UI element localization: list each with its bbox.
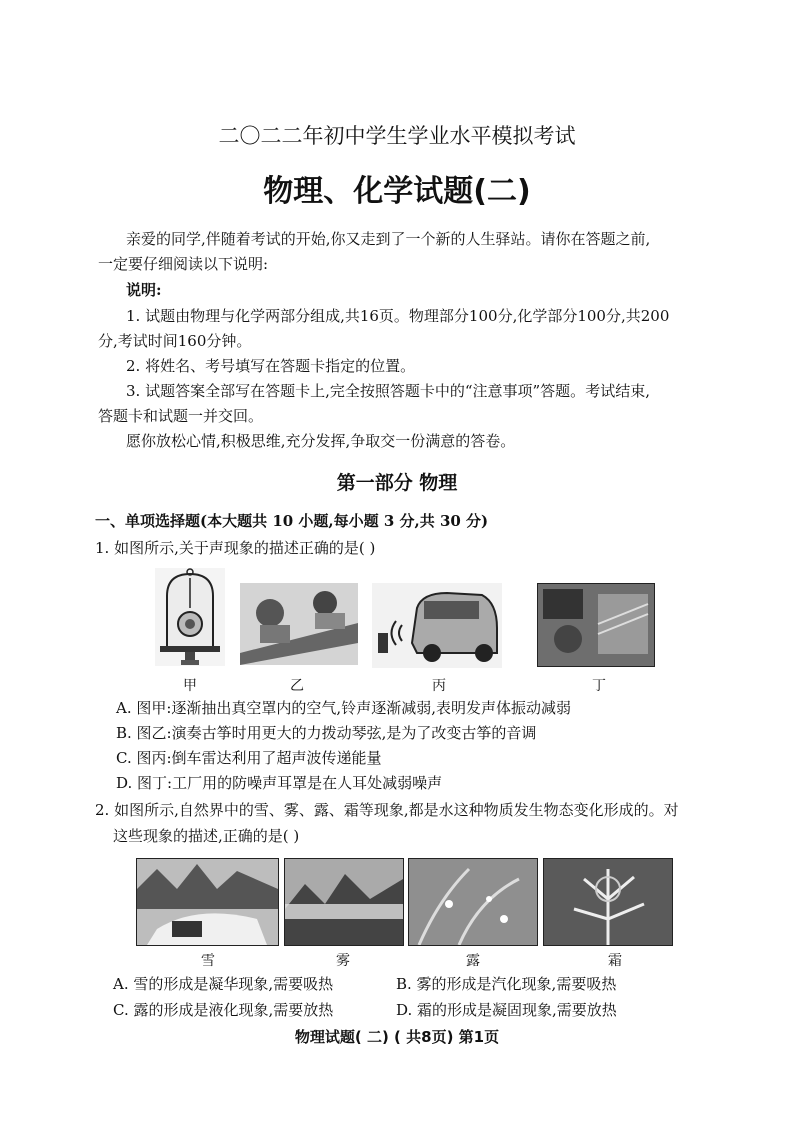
q2-caption-frost: 霜 <box>608 953 622 969</box>
exam-title: 二〇二二年初中学生学业水平模拟考试 <box>218 124 576 148</box>
q1-caption-bing: 丙 <box>432 678 446 694</box>
q2-stem-line-2: 这些现象的描述,正确的是( ) <box>113 827 300 845</box>
note-3-line-2: 答题卡和试题一并交回。 <box>98 407 264 425</box>
part-title: 第一部分 物理 <box>336 472 458 494</box>
q2-caption-snow: 雪 <box>201 953 215 969</box>
q1-factory-earmuff-image <box>537 583 655 667</box>
q1-guzheng-image <box>240 583 358 665</box>
note-1-line-2: 分,考试时间160分钟。 <box>98 332 252 350</box>
q1-option-a: A. 图甲:逐渐抽出真空罩内的空气,铃声逐渐减弱,表明发声体振动减弱 <box>116 699 571 717</box>
note-1-line-1: 1. 试题由物理与化学两部分组成,共16页。物理部分100分,化学部分100分,共200 <box>126 307 670 325</box>
q1-option-b: B. 图乙:演奏古筝时用更大的力拨动琴弦,是为了改变古筝的音调 <box>116 724 537 742</box>
q2-stem-line-1: 2. 如图所示,自然界中的雪、雾、露、霜等现象,都是水这种物质发生物态变化形成的。对 <box>95 801 679 819</box>
q2-fog-image <box>284 858 404 946</box>
q2-option-b: B. 雾的形成是汽化现象,需要吸热 <box>396 975 617 993</box>
subject-title: 物理、化学试题(二) <box>263 174 531 209</box>
q2-option-d: D. 霜的形成是凝固现象,需要放热 <box>396 1001 617 1019</box>
q2-option-a: A. 雪的形成是凝华现象,需要吸热 <box>113 975 334 993</box>
wish-line: 愿你放松心情,积极思维,充分发挥,争取交一份满意的答卷。 <box>126 432 516 450</box>
q2-snow-image <box>136 858 279 946</box>
q1-caption-ding: 丁 <box>592 678 606 694</box>
intro-line-2: 一定要仔细阅读以下说明: <box>98 255 269 273</box>
notes-heading: 说明: <box>126 281 162 299</box>
q2-caption-fog: 雾 <box>336 953 350 969</box>
note-3-line-1: 3. 试题答案全部写在答题卡上,完全按照答题卡中的“注意事项”答题。考试结束, <box>126 382 650 400</box>
q1-bell-jar-image <box>155 568 225 666</box>
q2-frost-image <box>543 858 673 946</box>
intro-line-1: 亲爱的同学,伴随着考试的开始,你又走到了一个新的人生驿站。请你在答题之前, <box>126 230 651 248</box>
page-footer: 物理试题( 二) ( 共8页) 第1页 <box>294 1028 500 1046</box>
q2-option-c: C. 露的形成是液化现象,需要放热 <box>113 1001 334 1019</box>
q1-option-c: C. 图丙:倒车雷达利用了超声波传递能量 <box>116 749 382 767</box>
q1-stem: 1. 如图所示,关于声现象的描述正确的是( ) <box>95 539 376 557</box>
note-2: 2. 将姓名、考号填写在答题卡指定的位置。 <box>126 357 416 375</box>
q1-caption-yi: 乙 <box>290 678 304 694</box>
q1-option-d: D. 图丁:工厂用的防噪声耳罩是在人耳处减弱噪声 <box>116 774 443 792</box>
q2-caption-dew: 露 <box>466 953 480 969</box>
q1-car-radar-image <box>372 583 502 668</box>
q1-caption-jia: 甲 <box>183 678 197 694</box>
q2-dew-image <box>408 858 538 946</box>
section-heading: 一、单项选择题(本大题共 10 小题,每小题 3 分,共 30 分) <box>95 512 489 530</box>
